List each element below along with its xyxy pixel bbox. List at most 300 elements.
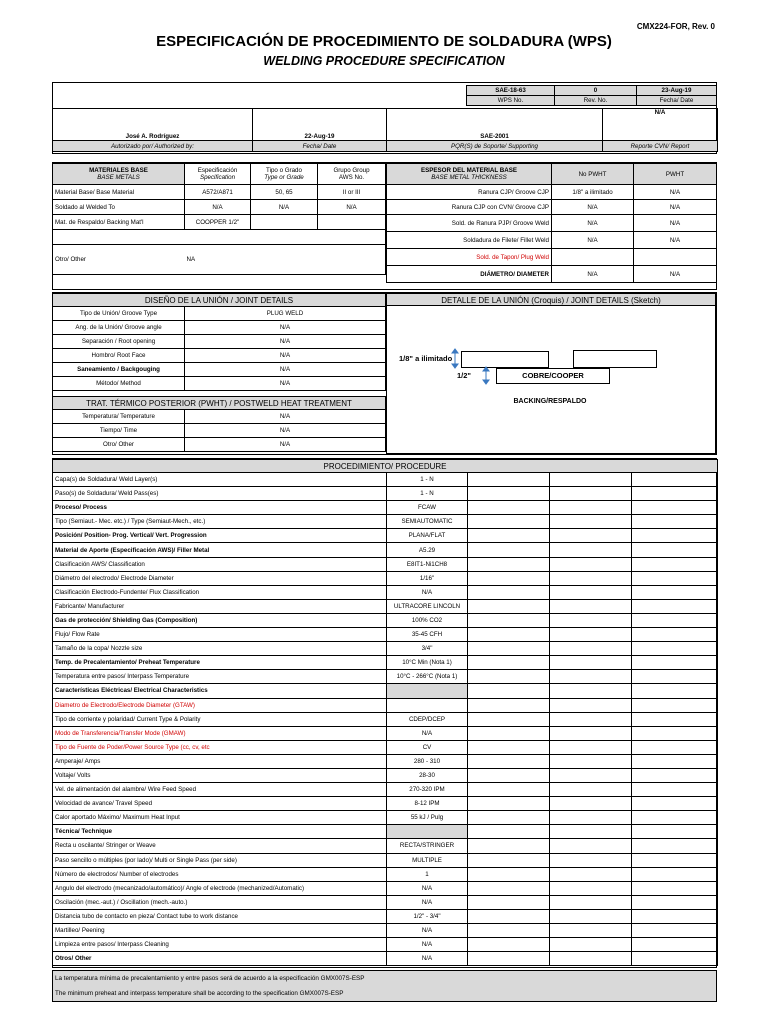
procedure-row-empty-cell [550,529,632,543]
joint-row-value: N/A [185,321,386,335]
procedure-row-empty-cell [550,825,632,839]
procedure-row-label: Tipo de Fuente de Poder/Power Source Type (cc, cv, etc [53,740,387,754]
procedure-row-empty-cell [550,515,632,529]
procedure-row-value: 1/2" - 3/4" [387,909,468,923]
procedure-row-value: A5.29 [387,543,468,557]
procedure-row-label: Vel. de alimentación del alambre/ Wire Feed Speed [53,783,387,797]
procedure-row-value: 100% CO2 [387,613,468,627]
thickness-row-no-pwht: 1/8" a ilimitado [552,185,634,200]
procedure-row-value: N/A [387,924,468,938]
procedure-row-empty-cell [550,853,632,867]
report-cvn: N/A [603,109,718,141]
procedure-row-empty-cell [468,740,550,754]
procedure-row [53,881,718,895]
joint-row-value: N/A [185,335,386,349]
procedure-row-label: Clasificación AWS/ Classification [53,557,387,571]
welded-to-spec: N/A [185,200,251,215]
procedure-row-label: Temperatura entre pasos/ Interpass Temperature [53,670,387,684]
other-label: Otro/ Other [53,245,185,275]
procedure-row-empty-cell [632,670,718,684]
procedure-row-empty-cell [550,839,632,853]
procedure-row-empty-cell [550,811,632,825]
procedure-row-value: ULTRACORE LINCOLN [387,599,468,613]
thickness-row-pwht: N/A [634,232,717,249]
procedure-row-empty-cell [550,938,632,952]
procedure-row-empty-cell [550,768,632,782]
procedure-row-empty-cell [550,642,632,656]
thickness-row-no-pwht: N/A [552,232,634,249]
authorized-date: 22-Aug-19 [253,109,387,141]
procedure-row-empty-cell [632,895,718,909]
procedure-row [53,797,718,811]
procedure-row-empty-cell [468,613,550,627]
procedure-row [53,571,718,585]
procedure-row-value: 3/4" [387,642,468,656]
procedure-row-label: Otros/ Other [53,952,387,966]
procedure-row-label: Diametro de Electrodo/Electrode Diameter (GTAW) [53,698,387,712]
joint-details-table [52,293,386,391]
procedure-row-empty-cell [632,909,718,923]
procedure-row-value: 28-30 [387,768,468,782]
procedure-row-label: Tipo (Semiaut.- Mec. etc.) / Type (Semiaut-Mech., etc.) [53,515,387,529]
wps-number: SAE-18-63 [467,86,555,96]
procedure-row-label: Angulo del electrodo (mecanizado/automático)/ Angle of electrode (mechanized/Automatic) [53,881,387,895]
wps-date: 23-Aug-19 [637,86,717,96]
procedure-row [53,473,718,487]
thickness-row-label: Sold. de Ranura PJP/ Groove Weld [387,215,552,232]
procedure-row-label: Técnica/ Technique [53,825,387,839]
procedure-row-empty-cell [550,501,632,515]
procedure-row-empty-cell [550,557,632,571]
backing-material-grade [251,215,318,230]
procedure-row-value: 1/16" [387,571,468,585]
pwht-title: TRAT. TÉRMICO POSTERIOR (PWHT) / POSTWELD HEAT TREATMENT [53,397,386,410]
procedure-row-empty-cell [632,487,718,501]
welded-to-label: Soldado al Welded To [53,200,185,215]
procedure-row-empty-cell [468,909,550,923]
procedure-row-label: Amperaje/ Amps [53,754,387,768]
procedure-row-empty-cell [632,712,718,726]
procedure-row-label: Calor aportado Máximo/ Maximum Heat Input [53,811,387,825]
authorization-table [52,108,718,152]
procedure-row-empty-cell [550,698,632,712]
procedure-row-empty-cell [468,783,550,797]
procedure-row-label: Fabricante/ Manufacturer [53,599,387,613]
procedure-row-empty-cell [550,684,632,698]
procedure-row-empty-cell [550,487,632,501]
procedure-row-empty-cell [468,628,550,642]
group-header: Grupo Group AWS No. [318,164,386,185]
joint-row-label: Separación / Root opening [53,335,185,349]
procedure-row-label: Voltaje/ Volts [53,768,387,782]
procedure-row-value: 1 - N [387,473,468,487]
procedure-row-empty-cell [632,557,718,571]
procedure-row-value: SEMIAUTOMATIC [387,515,468,529]
procedure-row-value: 10°C - 266°C (Nota 1) [387,670,468,684]
procedure-row-empty-cell [632,952,718,966]
pqr-number: SAE-2001 [387,109,603,141]
procedure-row [53,768,718,782]
thickness-row-no-pwht: N/A [552,215,634,232]
backing-material-group [318,215,386,230]
procedure-row-empty-cell [632,938,718,952]
procedure-row-value: N/A [387,881,468,895]
thickness-row-no-pwht [552,249,634,266]
procedure-row-empty-cell [550,712,632,726]
procedure-row-value [387,825,468,839]
procedure-row-label: Gas de protección/ Shielding Gas (Composition) [53,613,387,627]
procedure-row-empty-cell [550,783,632,797]
procedure-row-empty-cell [550,571,632,585]
procedure-row-empty-cell [550,628,632,642]
procedure-row-value: 1 - N [387,487,468,501]
procedure-row [53,783,718,797]
procedure-row-empty-cell [550,670,632,684]
spec-header: Especificación Specification [185,164,251,185]
procedure-row-empty-cell [632,740,718,754]
backing-material-spec: COOPPER 1/2" [185,215,251,230]
procedure-row-label: Paso sencillo o múltiples (por lado)/ Multi or Single Pass (per side) [53,853,387,867]
procedure-row-value: 1 [387,867,468,881]
procedure-row-label: Posición/ Position- Prog. Vertical/ Vert. Progression [53,529,387,543]
procedure-row-label: Distancia tubo de contacto en pieza/ Contact tube to work distance [53,909,387,923]
procedure-row [53,487,718,501]
procedure-row-label: Flujo/ Flow Rate [53,628,387,642]
procedure-row [53,754,718,768]
joint-row-value: N/A [185,363,386,377]
backing-material-label: Mat. de Respaldo/ Backing Mat'l [53,215,185,230]
base-material-spec: A572/A871 [185,185,251,200]
procedure-row-label: Diámetro del electrodo/ Electrode Diameter [53,571,387,585]
procedure-row-empty-cell [468,501,550,515]
procedure-row-empty-cell [468,867,550,881]
procedure-row-value: N/A [387,585,468,599]
procedure-row-empty-cell [632,698,718,712]
procedure-row-empty-cell [550,754,632,768]
joint-row-label: Ang. de la Unión/ Groove angle [53,321,185,335]
procedure-row-label: Características Eléctricas/ Electrical Characteristics [53,684,387,698]
pwht-row-value: N/A [185,438,386,452]
procedure-row-empty-cell [632,473,718,487]
procedure-row-empty-cell [550,797,632,811]
procedure-row [53,924,718,938]
procedure-row [53,825,718,839]
rev-number: 0 [555,86,637,96]
procedure-row-empty-cell [468,487,550,501]
procedure-row-empty-cell [632,754,718,768]
procedure-row-value: E8IT1-Ni1CH8 [387,557,468,571]
procedure-row-label: Paso(s) de Soldadura/ Weld Pass(es) [53,487,387,501]
procedure-row-empty-cell [632,613,718,627]
wps-header-table [466,85,717,106]
procedure-row-label: Material de Aporte (Especificación AWS)/ Filler Metal [53,543,387,557]
procedure-row-value [387,684,468,698]
other-value: NA [185,245,386,275]
procedure-row [53,613,718,627]
procedure-row-value: N/A [387,952,468,966]
procedure-row-empty-cell [632,529,718,543]
procedure-row [53,585,718,599]
procedure-row-value: RECTA/STRINGER [387,839,468,853]
procedure-row-value: CV [387,740,468,754]
procedure-row-empty-cell [632,599,718,613]
procedure-row-empty-cell [468,670,550,684]
procedure-row-empty-cell [468,825,550,839]
sketch-caption: BACKING/RESPALDO [513,398,587,405]
sketch-dim-thickness: 1/8" a ilimitado [399,354,453,363]
procedure-row-empty-cell [550,909,632,923]
procedure-row-empty-cell [632,768,718,782]
procedure-row-value [387,698,468,712]
procedure-row-empty-cell [632,628,718,642]
note-spanish: La temperatura mínima de precalentamiento y entre pasos será de acuerdo a la especificación GMX007S-ESP [55,975,365,982]
procedure-row-empty-cell [468,543,550,557]
procedure-row-value: 35-45 CFH [387,628,468,642]
procedure-row [53,853,718,867]
procedure-row-empty-cell [550,585,632,599]
procedure-row-empty-cell [632,853,718,867]
thickness-header: ESPESOR DEL MATERIAL BASE BASE METAL THICKNESS [387,164,552,185]
procedure-row-value: 280 - 310 [387,754,468,768]
pwht-row-label: Otro/ Other [53,438,185,452]
procedure-row [53,628,718,642]
procedure-row-label: Número de electrodos/ Number of electrodes [53,867,387,881]
procedure-row-label: Tipo de corriente y polaridad/ Current Type & Polarity [53,712,387,726]
procedure-row-label: Recta u oscilante/ Stringer or Weave [53,839,387,853]
procedure-row [53,656,718,670]
authorized-label: Autorizado por/ Authorized by: [53,141,253,152]
sketch-plate-left [461,351,549,368]
procedure-row-empty-cell [550,740,632,754]
procedure-row-label: Martilleo/ Peening [53,924,387,938]
procedure-row [53,712,718,726]
procedure-row-empty-cell [550,543,632,557]
procedure-row-label: Proceso/ Process [53,501,387,515]
procedure-row [53,684,718,698]
pwht-table [52,396,386,452]
pqr-label: PQR(S) de Soporte/ Supporting [387,141,603,152]
procedure-row-empty-cell [550,867,632,881]
joint-row-label: Hombro/ Root Face [53,349,185,363]
note-english: The minimum preheat and interpass temperature shall be according to the specification GMX007S-ESP [55,990,344,997]
procedure-row-empty-cell [632,642,718,656]
rev-number-label: Rev. No. [555,96,637,106]
procedure-row [53,599,718,613]
procedure-row-empty-cell [468,811,550,825]
procedure-row-empty-cell [468,557,550,571]
procedure-row-value: CDEP/DCEP [387,712,468,726]
procedure-title: PROCEDIMIENTO/ PROCEDURE [53,460,718,473]
procedure-row [53,529,718,543]
procedure-row [53,867,718,881]
pwht-row-label: Temperatura/ Temperature [53,410,185,424]
procedure-row-empty-cell [468,768,550,782]
procedure-row [53,938,718,952]
procedure-row-empty-cell [632,515,718,529]
joint-row-label: Método/ Method [53,377,185,391]
thickness-row-label: Ranura CJP/ Groove CJP [387,185,552,200]
sketch-dim-backing: 1/2" [457,371,471,380]
procedure-row-empty-cell [632,825,718,839]
procedure-row-value: 8-12 IPM [387,797,468,811]
procedure-row-empty-cell [468,712,550,726]
procedure-row-label: Capa(s) de Soldadura/ Weld Layer(s) [53,473,387,487]
procedure-table [52,459,718,966]
procedure-row-value: N/A [387,895,468,909]
procedure-row-empty-cell [550,924,632,938]
thickness-row-pwht: N/A [634,215,717,232]
procedure-row-empty-cell [550,881,632,895]
procedure-row [53,895,718,909]
grade-header: Tipo o Grado Type or Grade [251,164,318,185]
joint-row-value: N/A [185,377,386,391]
procedure-row-empty-cell [632,881,718,895]
procedure-row-empty-cell [632,726,718,740]
thickness-row-label: Ranura CJP con CVN/ Groove CJP [387,200,552,215]
procedure-row-empty-cell [468,571,550,585]
base-material-group: II or III [318,185,386,200]
procedure-row-empty-cell [468,952,550,966]
procedure-row-label: Tamaño de la copa/ Nozzle size [53,642,387,656]
joint-row-value: N/A [185,349,386,363]
pwht-row-label: Tiempo/ Time [53,424,185,438]
thickness-row-label: Sold. de Tapon/ Plug Weld [387,249,552,266]
authorized-name: José A. Rodríguez [53,109,253,141]
thickness-row-pwht [634,249,717,266]
procedure-row-empty-cell [468,698,550,712]
procedure-row-empty-cell [632,811,718,825]
procedure-row [53,557,718,571]
procedure-row-value: 270-320 IPM [387,783,468,797]
sketch-plate-right [573,350,657,368]
procedure-row [53,515,718,529]
joint-row-label: Saneamiento / Backgouging [53,363,185,377]
thickness-table [386,163,717,283]
procedure-row-empty-cell [468,895,550,909]
procedure-row-empty-cell [632,684,718,698]
joint-row-value: PLUG WELD [185,307,386,321]
procedure-row-empty-cell [632,585,718,599]
authorized-date-label: Fecha/ Date [253,141,387,152]
procedure-row-empty-cell [550,656,632,670]
procedure-row-value: 10°C Min (Nota 1) [387,656,468,670]
joint-details-title: DISEÑO DE LA UNIÓN / JOINT DETAILS [53,294,386,307]
title-english: WELDING PROCEDURE SPECIFICATION [263,54,505,68]
thickness-row-label: Soldadura de Filete/ Fillet Weld [387,232,552,249]
procedure-row-label: Modo de Transferencia/Transfer Mode (GMAW) [53,726,387,740]
procedure-row-empty-cell [632,656,718,670]
procedure-row-empty-cell [632,783,718,797]
procedure-row-empty-cell [632,543,718,557]
report-label: Reporte CVN/ Report [603,141,718,152]
pwht-row-value: N/A [185,410,386,424]
procedure-row-empty-cell [632,839,718,853]
procedure-row-label: Temp. de Precalentamiento/ Preheat Temperature [53,656,387,670]
pwht-row-value: N/A [185,424,386,438]
procedure-row [53,698,718,712]
procedure-row-empty-cell [468,726,550,740]
thickness-row-no-pwht: N/A [552,200,634,215]
procedure-row-label: Clasificación Electrodo-Fundente/ Flux Classification [53,585,387,599]
procedure-row-label: Velocidad de avance/ Travel Speed [53,797,387,811]
procedure-row-empty-cell [468,853,550,867]
procedure-row-empty-cell [468,684,550,698]
procedure-row-value: MULTIPLE [387,853,468,867]
base-metals-table [52,163,386,275]
sketch-backing-label: COBRE/COOPER [522,371,584,380]
procedure-row-label: Limpieza entre pasos/ Interpass Cleaning [53,938,387,952]
procedure-row-empty-cell [632,571,718,585]
procedure-row-empty-cell [468,529,550,543]
procedure-row [53,811,718,825]
procedure-row [53,726,718,740]
base-material-label: Material Base/ Base Material [53,185,185,200]
procedure-row-empty-cell [468,924,550,938]
procedure-row-empty-cell [468,642,550,656]
procedure-row [53,670,718,684]
document-code: CMX224-FOR, Rev. 0 [636,22,715,31]
procedure-row [53,952,718,966]
procedure-row-empty-cell [550,952,632,966]
sketch-title: DETALLE DE LA UNIÓN (Croquis) / JOINT DETAILS (Sketch) [386,293,716,306]
procedure-row-empty-cell [550,726,632,740]
thickness-row-pwht: N/A [634,266,717,283]
procedure-row-empty-cell [632,501,718,515]
procedure-row [53,642,718,656]
procedure-row-empty-cell [550,599,632,613]
procedure-row-empty-cell [550,895,632,909]
procedure-row-empty-cell [468,797,550,811]
pwht-header: PWHT [634,164,717,185]
procedure-row-empty-cell [468,599,550,613]
thickness-row-label: DIÁMETRO/ DIAMETER [387,266,552,283]
procedure-row-empty-cell [550,613,632,627]
base-metals-header: MATERIALES BASE BASE METALS [53,164,185,185]
joint-row-label: Tipo de Unión/ Groove Type [53,307,185,321]
welded-to-group: N/A [318,200,386,215]
thickness-row-pwht: N/A [634,185,717,200]
procedure-row-value: N/A [387,938,468,952]
procedure-row [53,543,718,557]
procedure-row-empty-cell [632,867,718,881]
procedure-row-value: N/A [387,726,468,740]
procedure-row-empty-cell [468,515,550,529]
procedure-row-empty-cell [468,585,550,599]
procedure-row [53,501,718,515]
procedure-row [53,740,718,754]
welded-to-grade: N/A [251,200,318,215]
procedure-row-empty-cell [468,656,550,670]
procedure-row-empty-cell [468,938,550,952]
procedure-row-empty-cell [632,797,718,811]
procedure-row-empty-cell [468,881,550,895]
procedure-row-value: PLANA/FLAT [387,529,468,543]
procedure-row-empty-cell [468,754,550,768]
procedure-row-empty-cell [550,473,632,487]
procedure-row-empty-cell [468,473,550,487]
thickness-row-no-pwht: N/A [552,266,634,283]
procedure-row-empty-cell [468,839,550,853]
procedure-row-value: FCAW [387,501,468,515]
procedure-row [53,909,718,923]
no-pwht-header: No PWHT [552,164,634,185]
wps-number-label: WPS No. [467,96,555,106]
procedure-row [53,839,718,853]
thickness-row-pwht: N/A [634,200,717,215]
base-material-grade: 50, 65 [251,185,318,200]
procedure-row-label: Oscilación (mec.-aut.) / Oscillation (mech.-auto.) [53,895,387,909]
wps-date-label: Fecha/ Date [637,96,717,106]
